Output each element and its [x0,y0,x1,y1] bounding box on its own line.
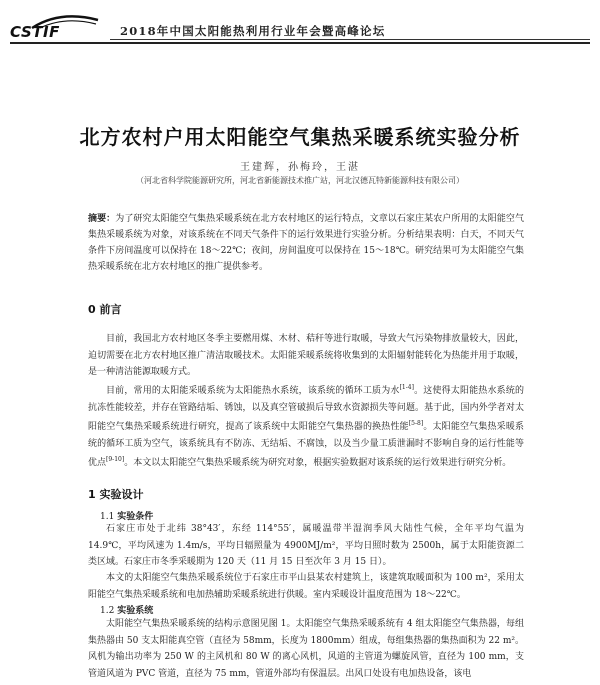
conference-title: 2018年中国太阳能热利用行业年会暨高峰论坛 [120,24,386,38]
paper-title: 北方农村户用太阳能空气集热采暖系统实验分析 [79,125,521,149]
header-rule-thick [10,42,590,44]
citation: [9-10] [106,456,125,463]
logo-text: CSTIF [10,23,60,41]
subsection-title: 实验系统 [117,606,154,616]
page-header [10,14,590,42]
section-0-p2-part-c: 。太阳能空气集热采暖系统的循环工质为空气，该系统具有不防冻、无结垢、不腐蚀，以及当少量工质泄漏时不影响自身的运行性能等优点 [88,422,524,468]
section-0-heading: 0 前言 [88,303,122,316]
header-rule [110,39,590,40]
paper-affiliation: （河北省科学院能源研究所，河北省新能源技术推广站，河北汉德瓦特新能源科技有限公司） [136,176,464,185]
subsection-title: 实验条件 [117,512,154,522]
section-0-p2-part-a: 目前，常用的太阳能采暖系统为太阳能热水系统，该系统的循环工质为水 [106,386,400,396]
section-0-p2-part-b: 。这使得太阳能热水系统的抗冻性能较差，并存在管路结垢、锈蚀，以及真空管破损后导致水资源损失等问题。基于此，国内外学者对太阳能空气集热采暖系统进行研究，提高了该系统中太阳能空气集热器的换热性能 [88,386,524,432]
subsection-1-2-paragraph-1: 太阳能空气集热采暖系统的结构示意图见图 1。太阳能空气集热采暖系统有 4 组太阳能空气集热器，每组集热器由 50 支太阳能真空管（直径为 58mm，长度为 1800mm）组成，每组集热器的集热面积为 22 m²。风机为输出功率为 250 W 的主风机和 80 W 的离心风机，风道的主管道为螺旋风管，直径为 100 mm，支管道风道为 PVC 管道，直径为 75 mm，管道外部均有保温层。出风口处设有电加热设备，该电 [88,619,524,679]
citation: [5-8] [408,420,424,427]
section-0-p2-part-d: 。本文以太阳能空气集热采暖系统为研究对象，根据实验数据对该系统的运行效果进行研究分析。 [124,458,512,468]
abstract [88,211,524,275]
section-0-paragraph-2 [88,380,524,472]
section-1-heading: 1 实验设计 [88,488,144,501]
abstract-text: 为了研究太阳能空气集热采暖系统在北方农村地区的运行特点，文章以石家庄某农户所用的太阳能空气集热采暖系统为对象，对该系统在不同天气条件下的运行效果进行实验分析。分析结果表明：白天，不同天气条件下房间温度可以保持在 18～22℃；夜间，房间温度可以保持在 15～18℃。研究结果可为太阳能空气集热采暖系统在北方农村地区的推广提供参考。 [88,214,524,272]
subsection-number: 1.2 [100,606,115,616]
conference-logo [10,14,110,42]
citation: [1-4] [399,384,414,391]
subsection-1-2-heading [100,603,153,616]
section-0-paragraph-1: 目前，我国北方农村地区冬季主要燃用煤、木材、秸秆等进行取暖，导致大气污染物排放量较大，因此，迫切需要在北方农村地区推广清洁取暖技术。太阳能采暖系统将收集到的太阳辐射能转化为热能并用于取暖，是一种清洁能源取暖方式。 [88,334,524,377]
paper-authors: 王建辉，孙梅玲，王湛 [240,162,360,173]
subsection-number: 1.1 [100,512,115,522]
subsection-1-1-paragraph-1: 石家庄市处于北纬 38°43′，东经 114°55′，属暖温带半湿润季风大陆性气候，全年平均气温为 14.9℃，平均风速为 1.4m/s，平均日辐照量为 4900MJ/m²，平均日照时数为 2500h，属于太阳能资源二类区域。石家庄市冬季采暖期为 120 天（11 月 15 日至次年 3 月 15 日）。 [88,524,524,567]
abstract-label: 摘要： [88,214,116,224]
subsection-1-1-paragraph-2: 本文的太阳能空气集热采暖系统位于石家庄市平山县某农村建筑上，该建筑取暖面积为 100 m²，采用太阳能空气集热采暖系统和电加热辅助采暖系统进行供暖。室内采暖设计温度范围为 18～22℃。 [88,573,524,600]
